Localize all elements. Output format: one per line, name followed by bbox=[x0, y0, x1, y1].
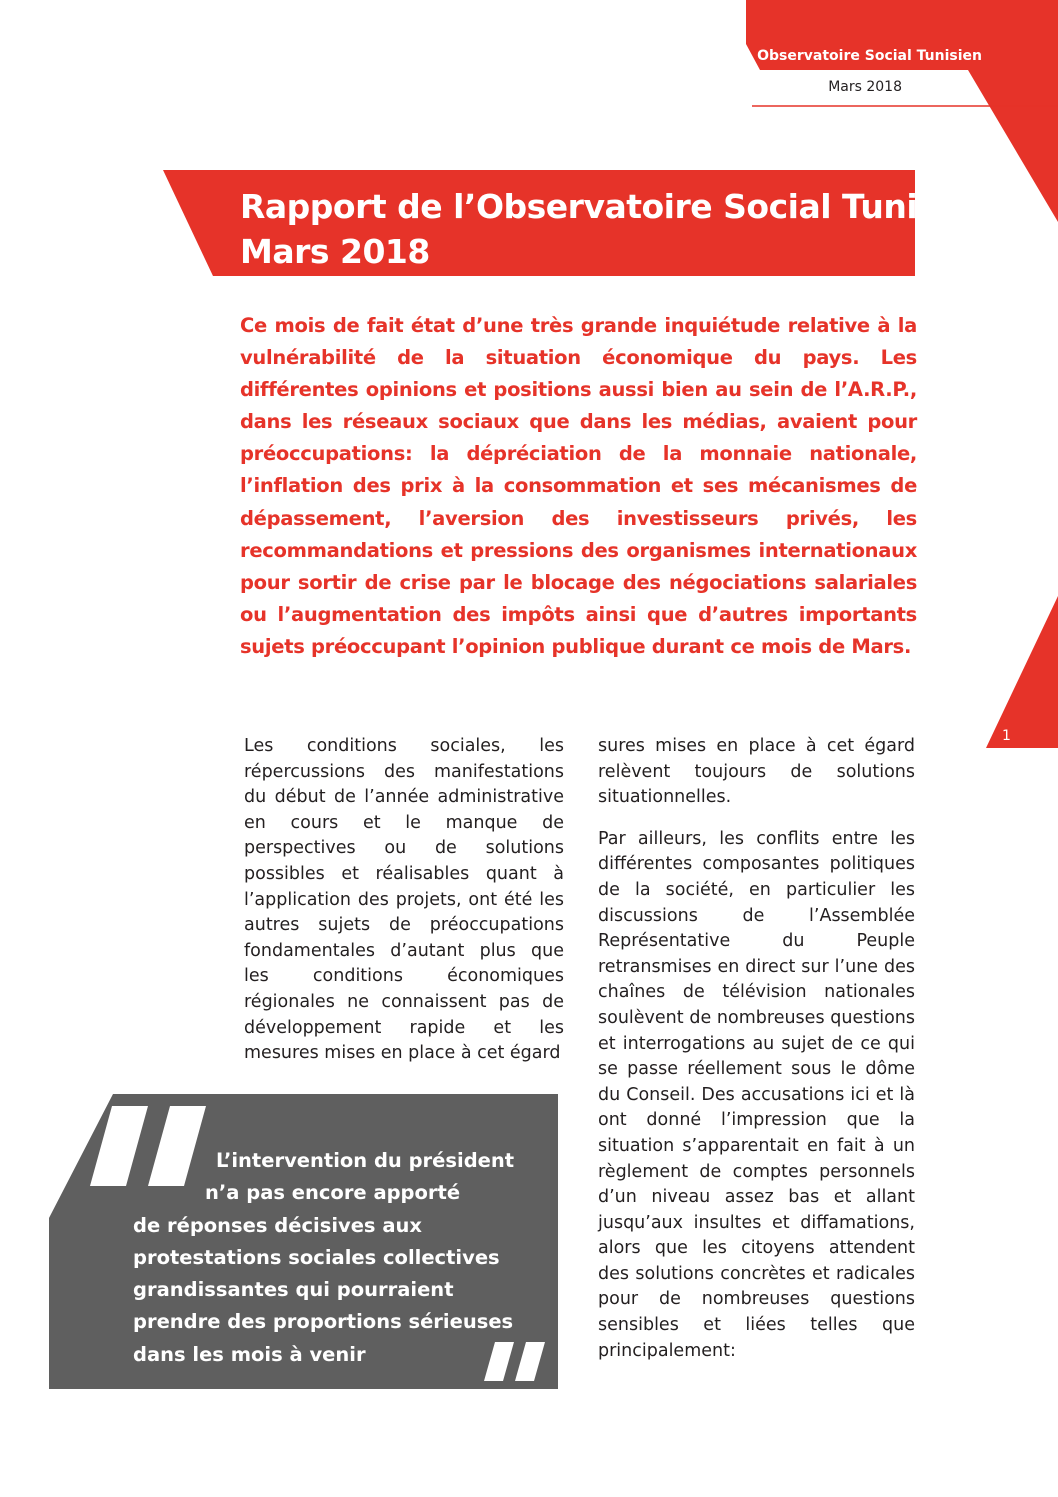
pull-quote-line: prendre des proportions sérieuses bbox=[133, 1310, 514, 1334]
lead-paragraph: Ce mois de fait état d’une très grande inquiétude relative à la vulnérabilité de la situation économique du pays. Les différentes opinions et positions aussi bien au sein de l’A.R.P., dans les réseaux sociaux que dans les médias, avaient pour préoccupations: la dépréciation de la monnaie nationale, l’inflation des prix à la consommation et ses mécanismes de dépassement, l’aversion des investisseurs privés, les recommandations et pressions des organismes internationaux pour sortir de crise par le blocage des négociations salariales ou l’augmentation des impôts ainsi que d’autres importants sujets préoccupant l’opinion publique durant ce mois de Mars. bbox=[240, 314, 917, 658]
pull-quote-line: de réponses décisives aux bbox=[133, 1213, 422, 1237]
paragraph-continuation: sures mises en place à cet égard bbox=[598, 736, 915, 756]
pull-quote-text bbox=[133, 1145, 533, 1371]
pull-quote-line: protestations sociales collectives bbox=[133, 1245, 500, 1269]
paragraph-continuation-rest: relèvent toujours de solutions situationnelles. bbox=[598, 761, 915, 808]
header-date: Mars 2018 bbox=[828, 79, 902, 95]
header-organization: Observatoire Social Tunisien bbox=[757, 48, 982, 64]
page-title: Rapport de l’Observatoire Social Tunisien bbox=[240, 187, 993, 226]
pull-quote-line: dans les mois à venir bbox=[133, 1342, 366, 1366]
page-subtitle: Mars 2018 bbox=[240, 232, 430, 271]
page-number: 1 bbox=[1002, 728, 1011, 744]
pull-quote-line: grandissantes qui pourraient bbox=[133, 1278, 454, 1302]
pull-quote-line: n’a pas encore apporté bbox=[205, 1181, 461, 1205]
body-paragraph: Par ailleurs, les conflits entre les différentes composantes politiques de la société, en particulier les discussions de l’Assemblée Représentative du Peuple retransmises en direct sur l’une des chaînes de télévision nationales soulèvent de nombreuses questions et interrogations au sujet de ce qui se passe réellement sous le dôme du Conseil. Des accusations ici et là ont donné l’impression que la situation s’apparentait en fait à un règlement de comptes personnels d’un niveau assez bas et allant jusqu’aux insultes et diffamations, alors que les citoyens attendent des solutions concrètes et radicales pour de nombreuses questions sensibles et liées telles que principalement: bbox=[598, 828, 915, 1361]
body-paragraph: Les conditions sociales, les répercussions des manifestations du début de l’année administrative en cours et le manque de perspectives ou de solutions possibles et réalisables quant à l’application des projets, ont été les autres sujets de préoccupations fondamentales d’autant plus que les conditions économiques régionales ne connaissent pas de développement rapide et les mesures mises en place à cet égard bbox=[244, 736, 564, 1064]
pull-quote-line: L’intervention du président bbox=[216, 1149, 515, 1172]
